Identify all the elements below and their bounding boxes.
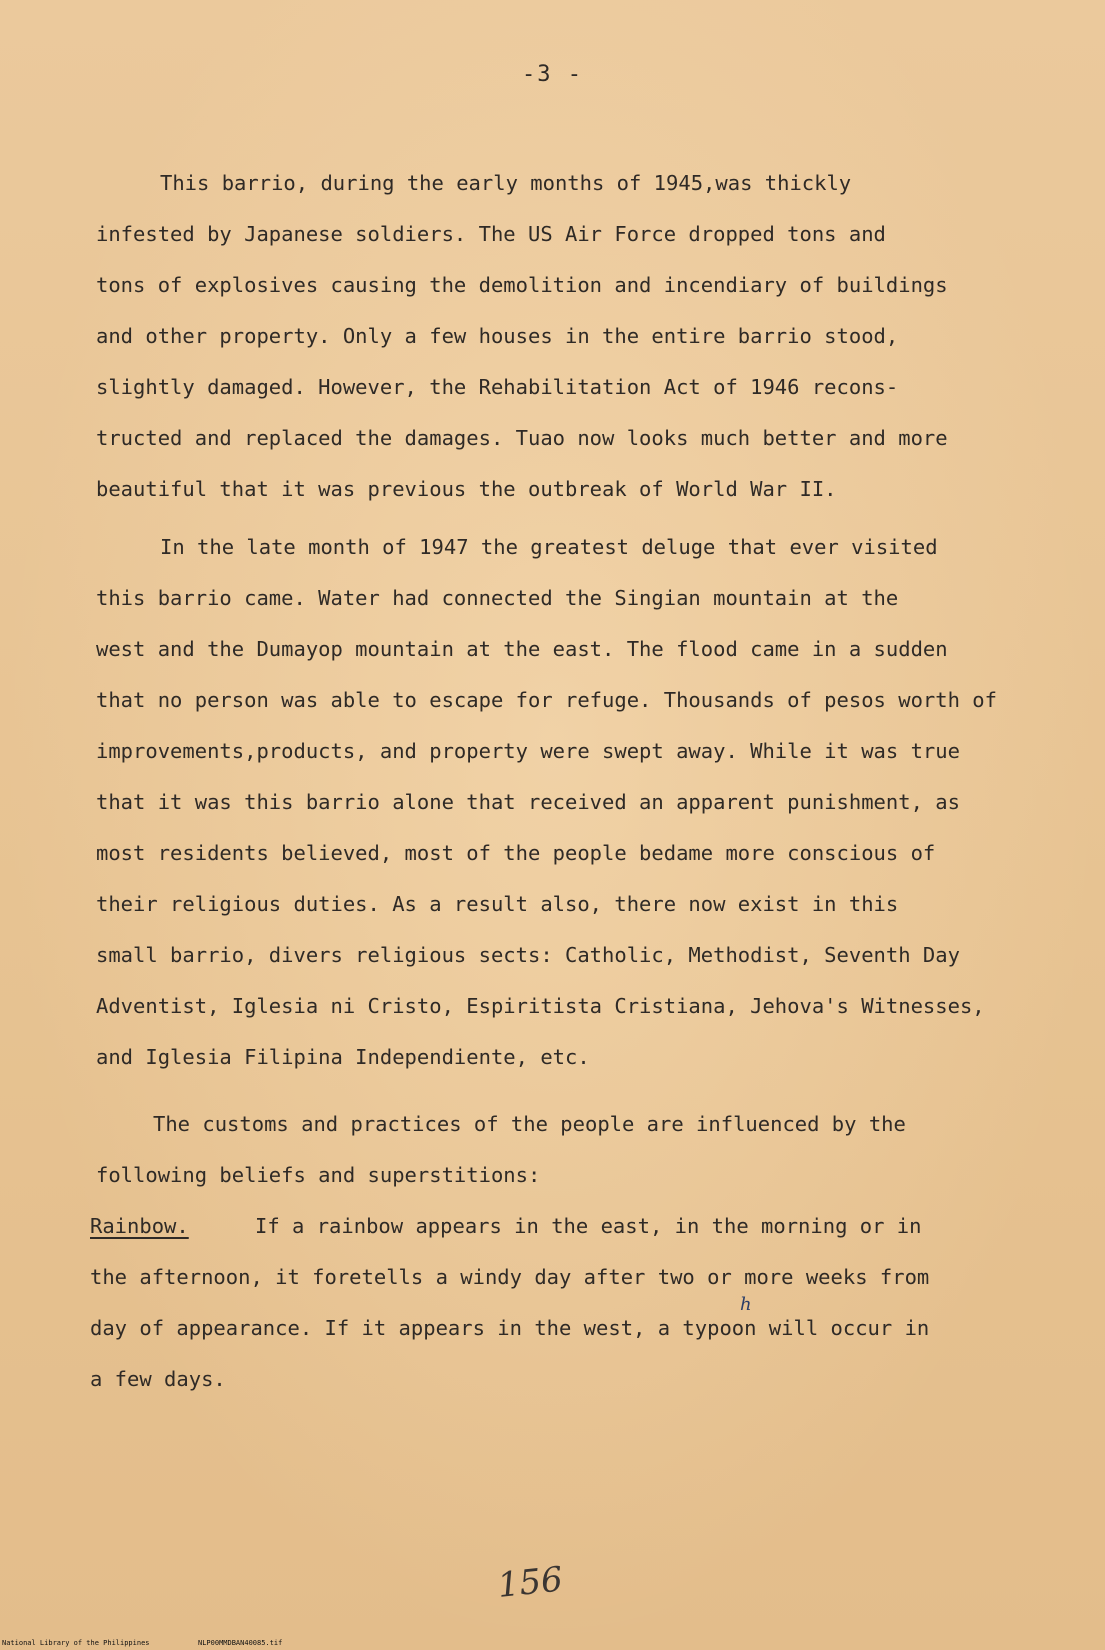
handwritten-correction: h bbox=[740, 1294, 752, 1315]
paragraph-1-line-6: tructed and replaced the damages. Tuao now looks much better and more bbox=[96, 426, 948, 450]
paragraph-1-line-2: infested by Japanese soldiers. The US Air Force dropped tons and bbox=[96, 222, 886, 246]
paragraph-2-line-10: Adventist, Iglesia ni Cristo, Espiritista Cristiana, Jehova's Witnesses, bbox=[96, 994, 985, 1018]
paragraph-2-line-3: west and the Dumayop mountain at the east. The flood came in a sudden bbox=[96, 637, 948, 661]
rainbow-heading: Rainbow. bbox=[90, 1214, 189, 1238]
paragraph-1-line-7: beautiful that it was previous the outbreak of World War II. bbox=[96, 477, 837, 501]
page-number: -3 - bbox=[522, 62, 583, 87]
paragraph-2-line-4: that no person was able to escape for refuge. Thousands of pesos worth of bbox=[96, 688, 997, 712]
paragraph-1-line-3: tons of explosives causing the demolition and incendiary of buildings bbox=[96, 273, 948, 297]
paragraph-1-line-4: and other property. Only a few houses in the entire barrio stood, bbox=[96, 324, 899, 348]
paragraph-2-line-1: In the late month of 1947 the greatest deluge that ever visited bbox=[160, 535, 938, 559]
paragraph-2-line-11: and Iglesia Filipina Independiente, etc. bbox=[96, 1045, 590, 1069]
paragraph-3-line-2: following beliefs and superstitions: bbox=[96, 1163, 541, 1187]
paragraph-1-line-1: This barrio, during the early months of 1945,was thickly bbox=[160, 171, 852, 195]
handwritten-folio-number: 156 bbox=[495, 1559, 565, 1606]
paragraph-1-line-5: slightly damaged. However, the Rehabilitation Act of 1946 recons- bbox=[96, 375, 899, 399]
footer-source: National Library of the Philippines bbox=[2, 1639, 150, 1647]
paragraph-2-line-9: small barrio, divers religious sects: Catholic, Methodist, Seventh Day bbox=[96, 943, 960, 967]
paragraph-2-line-5: improvements,products, and property were swept away. While it was true bbox=[96, 739, 960, 763]
rainbow-line-2: the afternoon, it foretells a windy day after two or more weeks from bbox=[90, 1265, 930, 1289]
paragraph-2-line-8: their religious duties. As a result also, there now exist in this bbox=[96, 892, 899, 916]
rainbow-line-3: day of appearance. If it appears in the west, a typoon will occur in bbox=[90, 1316, 930, 1340]
rainbow-line-4: a few days. bbox=[90, 1367, 226, 1391]
paragraph-3-line-1: The customs and practices of the people are influenced by the bbox=[153, 1112, 906, 1136]
footer-filename: NLP00MMDBAN40085.tif bbox=[198, 1639, 283, 1647]
paragraph-2-line-6: that it was this barrio alone that received an apparent punishment, as bbox=[96, 790, 960, 814]
paragraph-2-line-2: this barrio came. Water had connected the Singian mountain at the bbox=[96, 586, 899, 610]
paragraph-2-line-7: most residents believed, most of the people bedame more conscious of bbox=[96, 841, 936, 865]
rainbow-line-1: If a rainbow appears in the east, in the morning or in bbox=[255, 1214, 922, 1238]
